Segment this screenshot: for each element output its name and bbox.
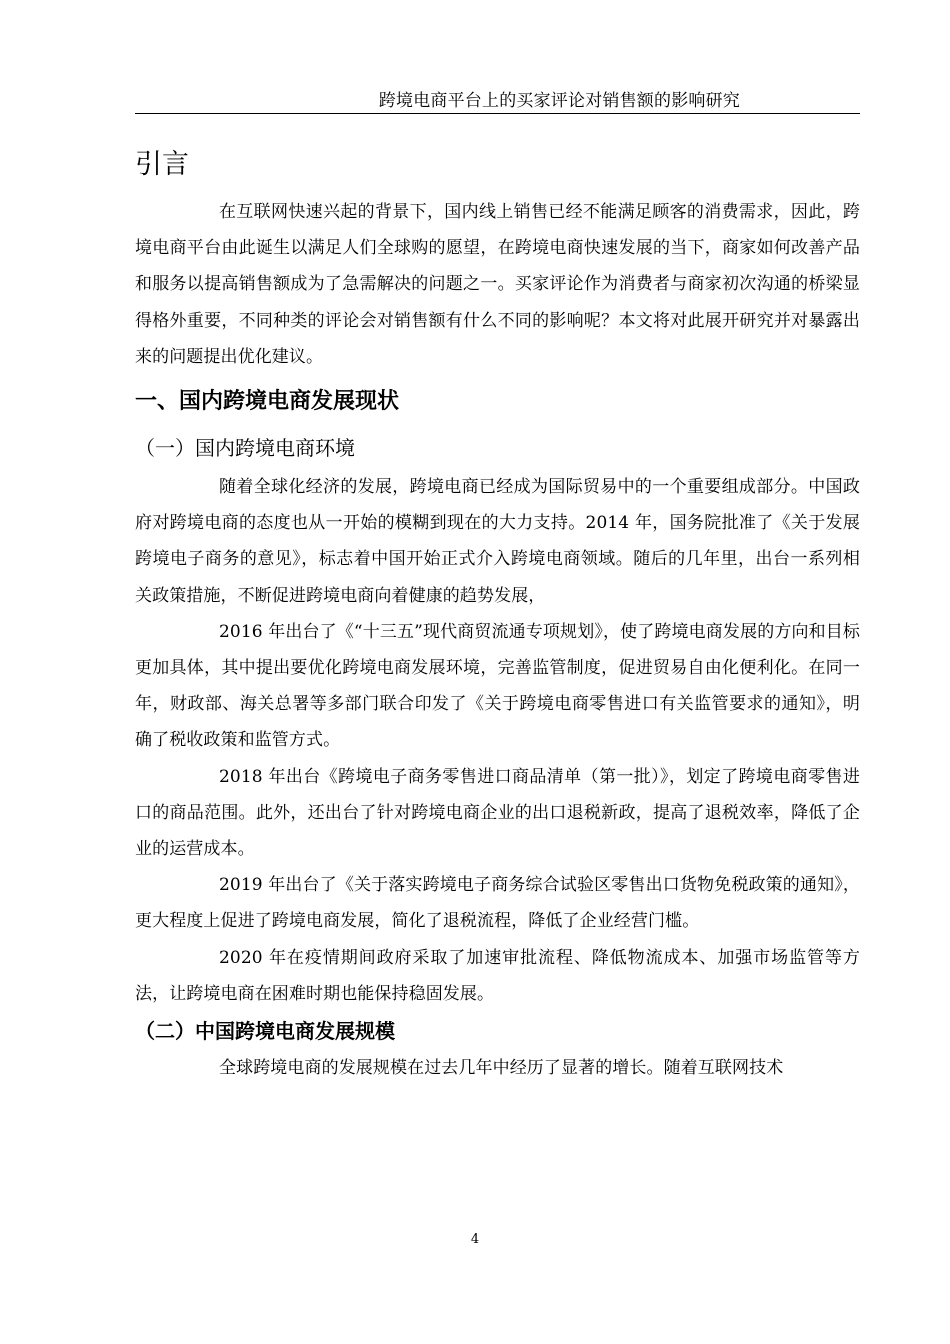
subsection-1-paragraph-2: 2016 年出台了《“十三五”现代商贸流通专项规划》，使了跨境电商发展的方向和目标更加具体，其中提出要优化跨境电商发展环境，完善监管制度，促进贸易自由化便利化。在同一年，财政部、海关总署等多部门联合印发了《关于跨境电商零售进口有关监管要求的通知》，明确了税收政策和监管方式。 xyxy=(135,621,860,751)
subsection-1-paragraph-4: 2019 年出台了《关于落实跨境电子商务综合试验区零售出口货物免税政策的通知》，更大程度上促进了跨境电商发展，简化了退税流程，降低了企业经营门槛。 xyxy=(135,875,860,932)
subsection-1-paragraph-1: 随着全球化经济的发展，跨境电商已经成为国际贸易中的一个重要组成部分。中国政府对跨境电商的态度也从一开始的模糊到现在的大力支持。2014 年，国务院批准了《关于发展跨境电子商务的意见》，标志着中国开始正式介入跨境电商领域。随后的几年里，出台一系列相关政策措施，不断促进跨境电商向着健康的趋势发展， xyxy=(135,477,860,606)
subsection-1-paragraph-3: 2018 年出台《跨境电子商务零售进口商品清单（第一批）》，划定了跨境电商零售进口的商品范围。此外，还出台了针对跨境电商企业的出口退税新政，提高了退税效率，降低了企业的运营成本。 xyxy=(135,766,860,860)
page-content xyxy=(135,140,860,1086)
section-1-heading: 一、国内跨境电商发展现状 xyxy=(135,389,400,415)
intro-heading: 引言 xyxy=(135,149,189,180)
page-number: 4 xyxy=(470,1232,480,1247)
subsection-2-heading: （二）中国跨境电商发展规模 xyxy=(135,1019,395,1044)
intro-paragraph: 在互联网快速兴起的背景下，国内线上销售已经不能满足顾客的消费需求，因此，跨境电商平台由此诞生以满足人们全球购的愿望，在跨境电商快速发展的当下，商家如何改善产品和服务以提高销售额成为了急需解决的问题之一。买家评论作为消费者与商家初次沟通的桥梁显得格外重要，不同种类的评论会对销售额有什么不同的影响呢？本文将对此展开研究并对暴露出来的问题提出优化建议。 xyxy=(135,202,860,367)
subsection-1-heading: （一）国内跨境电商环境 xyxy=(135,436,355,461)
running-header xyxy=(135,90,860,114)
subsection-2-paragraph: 全球跨境电商的发展规模在过去几年中经历了显著的增长。随着互联网技术 xyxy=(219,1058,784,1079)
header-title: 跨境电商平台上的买家评论对销售额的影响研究 xyxy=(378,91,740,111)
subsection-1-paragraph-5: 2020 年在疫情期间政府采取了加速审批流程、降低物流成本、加强市场监管等方法，让跨境电商在困难时期也能保持稳固发展。 xyxy=(135,947,860,1004)
